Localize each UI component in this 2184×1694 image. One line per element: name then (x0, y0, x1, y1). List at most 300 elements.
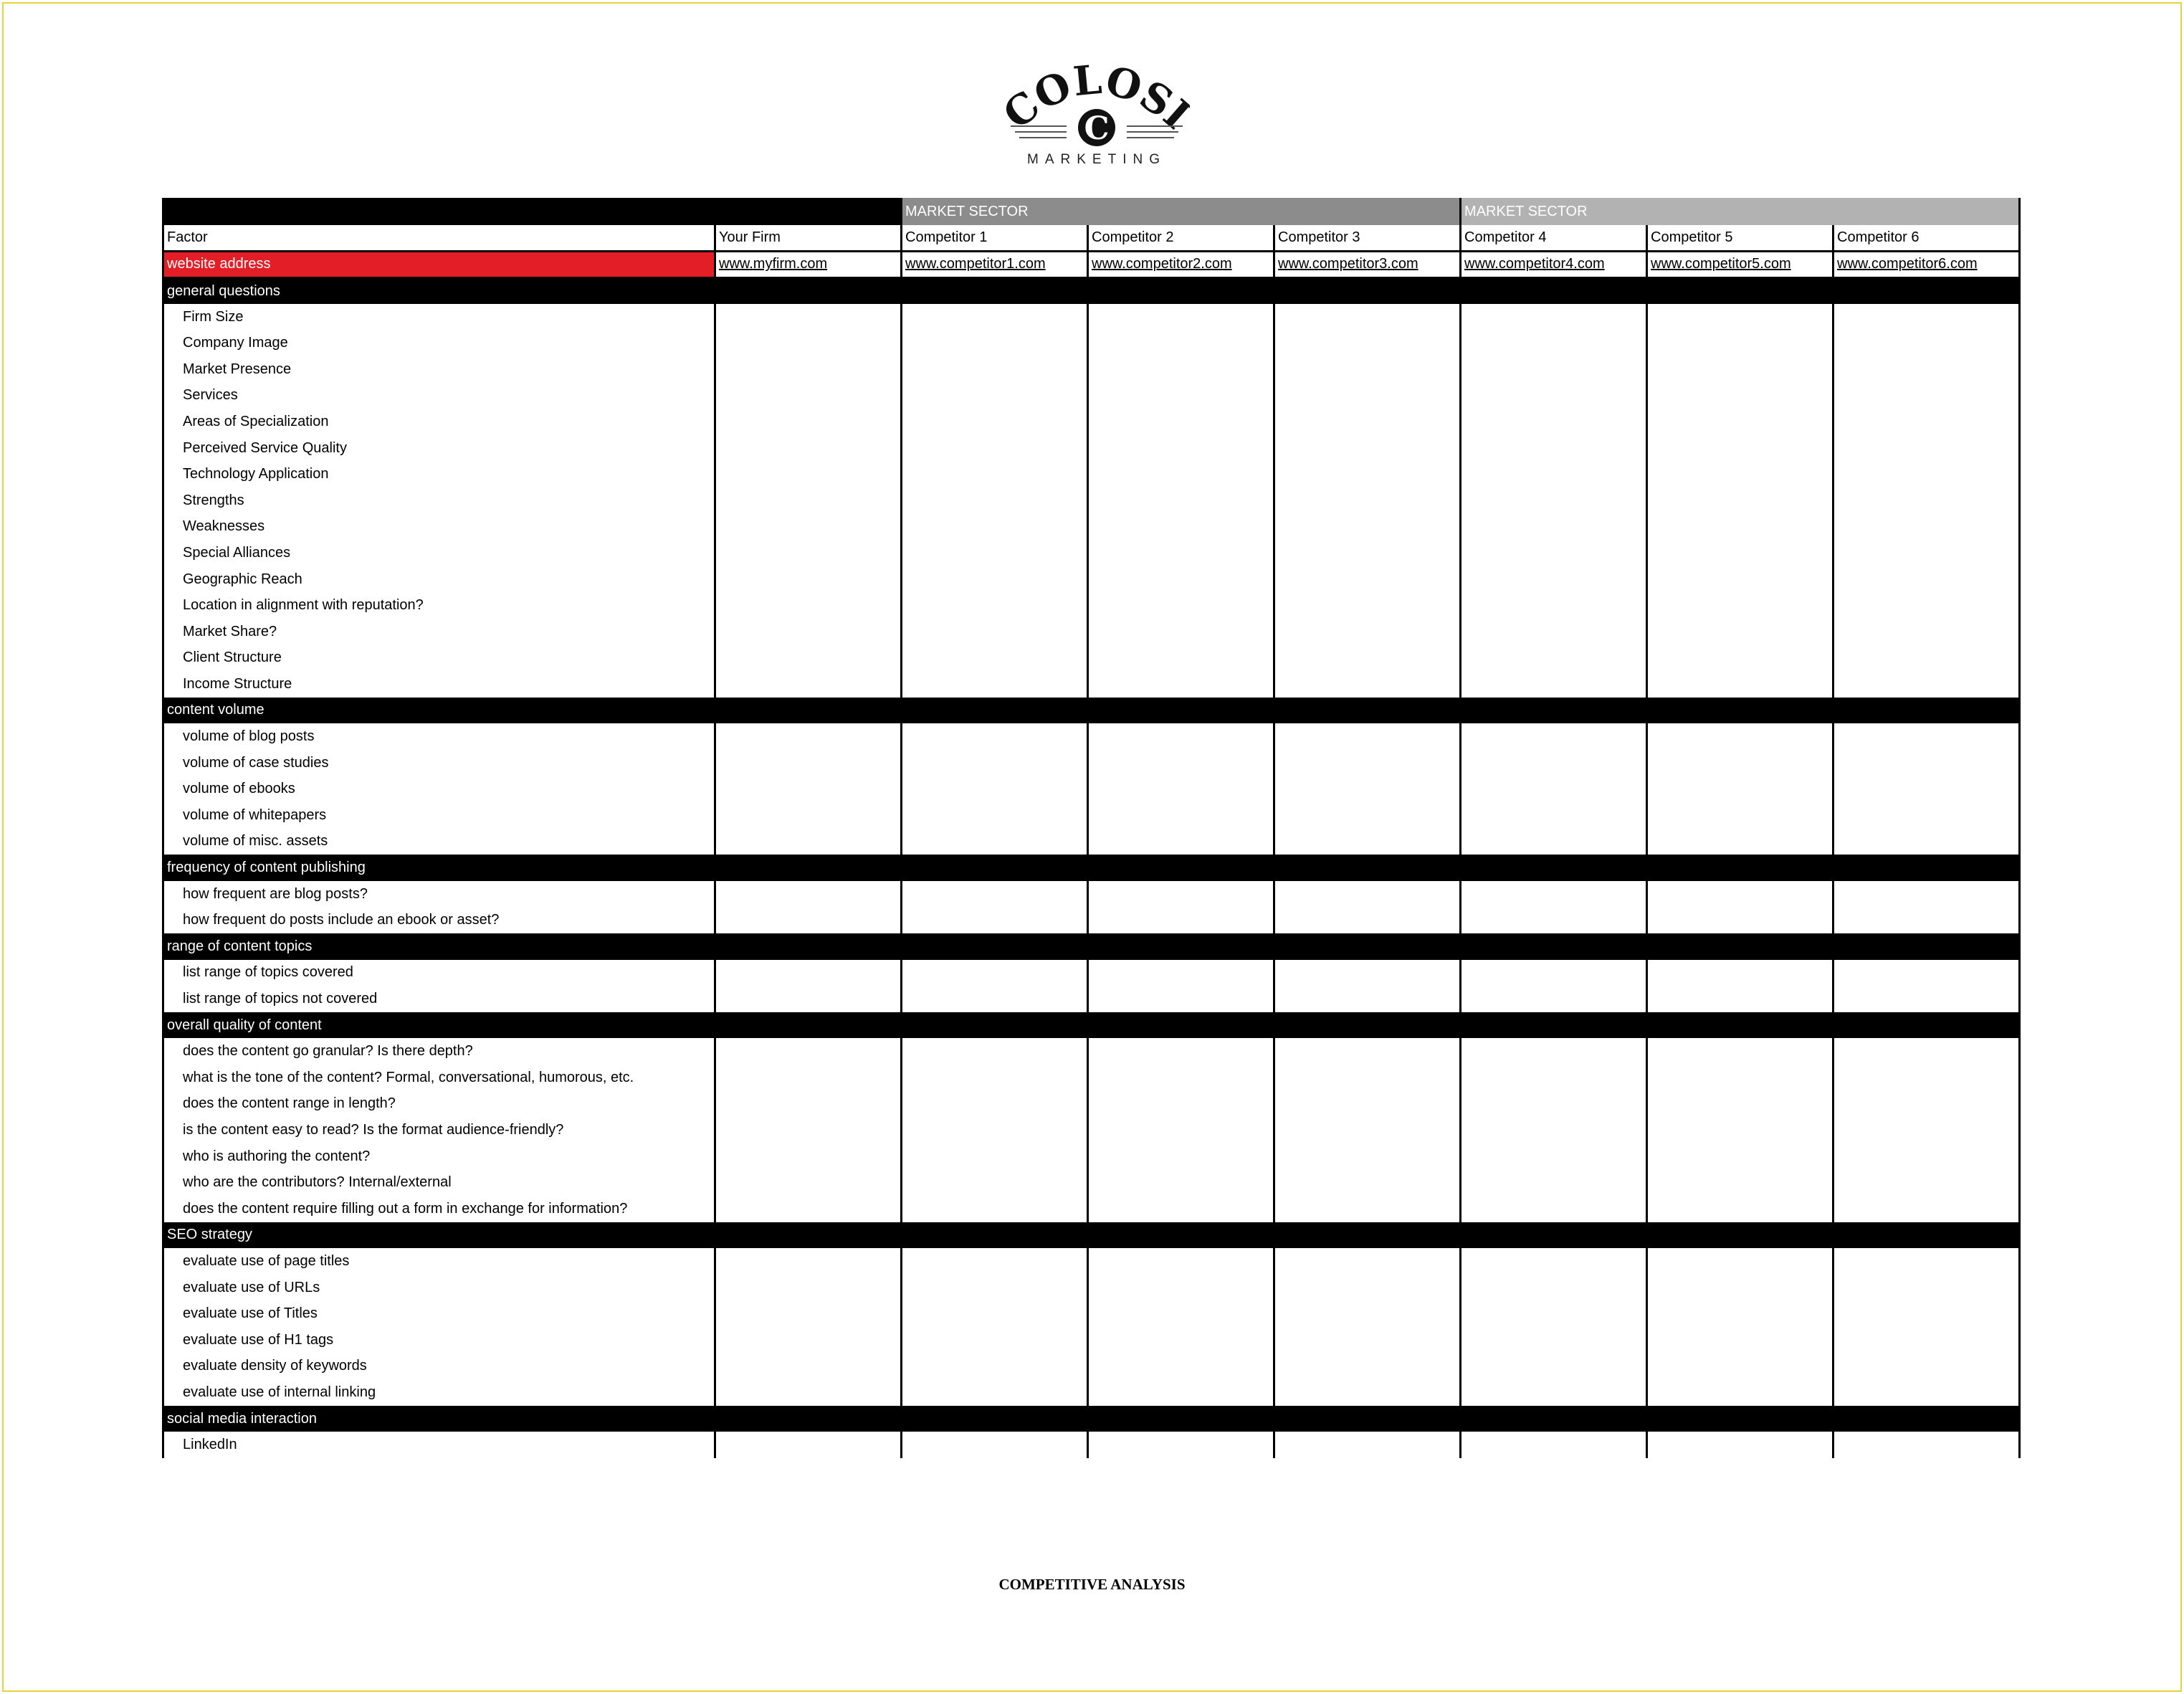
entry-cell[interactable] (1647, 802, 1833, 829)
entry-cell[interactable] (1088, 1300, 1274, 1327)
entry-cell[interactable] (1274, 540, 1461, 566)
entry-cell[interactable] (1833, 723, 2020, 750)
entry-cell[interactable] (1461, 619, 1647, 645)
entry-cell[interactable] (715, 540, 902, 566)
entry-cell[interactable] (1088, 1353, 1274, 1380)
entry-cell[interactable] (1088, 907, 1274, 933)
entry-cell[interactable] (1647, 881, 1833, 908)
entry-cell[interactable] (1088, 645, 1274, 672)
entry-cell[interactable] (715, 1169, 902, 1196)
website-link[interactable]: www.competitor4.com (1464, 256, 1605, 272)
entry-cell[interactable] (1088, 802, 1274, 829)
entry-cell[interactable] (902, 356, 1088, 383)
entry-cell[interactable] (1833, 592, 2020, 619)
entry-cell[interactable] (1833, 1169, 2020, 1196)
market-sector-label-1: MARKET SECTOR (902, 198, 1461, 225)
entry-cell[interactable] (1647, 1432, 1833, 1458)
entry-cell[interactable] (1088, 435, 1274, 462)
entry-cell[interactable] (1833, 1091, 2020, 1118)
entry-cell[interactable] (902, 383, 1088, 409)
entry-cell[interactable] (1833, 645, 2020, 672)
entry-cell[interactable] (715, 1091, 902, 1118)
entry-cell[interactable] (902, 829, 1088, 855)
entry-cell[interactable] (1088, 409, 1274, 435)
entry-cell[interactable] (1461, 750, 1647, 776)
entry-cell[interactable] (1647, 960, 1833, 986)
entry-cell[interactable] (1461, 1196, 1647, 1222)
entry-cell[interactable] (902, 1432, 1088, 1458)
entry-cell[interactable] (902, 1300, 1088, 1327)
entry-cell[interactable] (1833, 1275, 2020, 1301)
entry-cell[interactable] (1461, 723, 1647, 750)
entry-cell[interactable] (1274, 960, 1461, 986)
entry-cell[interactable] (715, 566, 902, 593)
entry-cell[interactable] (902, 304, 1088, 330)
entry-cell[interactable] (1461, 383, 1647, 409)
entry-cell[interactable] (1461, 776, 1647, 802)
section-bar-cell (1461, 933, 1647, 960)
entry-cell[interactable] (1461, 986, 1647, 1012)
entry-cell[interactable] (902, 330, 1088, 356)
factor-row (163, 487, 2020, 514)
website-link[interactable]: www.competitor6.com (1837, 256, 1978, 272)
entry-cell[interactable] (902, 960, 1088, 986)
entry-cell[interactable] (902, 540, 1088, 566)
entry-cell[interactable] (715, 514, 902, 541)
entry-cell[interactable] (1461, 1327, 1647, 1353)
entry-cell[interactable] (1461, 487, 1647, 514)
entry-cell[interactable] (1274, 1275, 1461, 1301)
entry-cell[interactable] (1274, 435, 1461, 462)
entry-cell[interactable] (1088, 566, 1274, 593)
entry-cell[interactable] (1088, 1248, 1274, 1275)
entry-cell[interactable] (715, 619, 902, 645)
entry-cell[interactable] (1274, 1169, 1461, 1196)
website-link[interactable]: www.competitor2.com (1092, 256, 1232, 272)
logo-mark (1003, 65, 1190, 151)
entry-cell[interactable] (1274, 750, 1461, 776)
entry-cell[interactable] (1647, 1353, 1833, 1380)
entry-cell[interactable] (1833, 1300, 2020, 1327)
entry-cell[interactable] (1833, 960, 2020, 986)
entry-cell[interactable] (1274, 776, 1461, 802)
entry-cell[interactable] (1461, 960, 1647, 986)
entry-cell[interactable] (1461, 1169, 1647, 1196)
entry-cell[interactable] (1088, 776, 1274, 802)
entry-cell[interactable] (715, 1275, 902, 1301)
section-header-row (163, 933, 2020, 960)
entry-cell[interactable] (1647, 356, 1833, 383)
entry-cell[interactable] (1088, 1143, 1274, 1170)
entry-cell[interactable] (1088, 1038, 1274, 1065)
entry-cell[interactable] (1274, 619, 1461, 645)
website-link[interactable]: www.myfirm.com (719, 256, 828, 272)
entry-cell[interactable] (715, 409, 902, 435)
entry-cell[interactable] (1833, 907, 2020, 933)
entry-cell[interactable] (1274, 829, 1461, 855)
entry-cell[interactable] (1274, 487, 1461, 514)
entry-cell[interactable] (1833, 409, 2020, 435)
entry-cell[interactable] (1833, 1248, 2020, 1275)
entry-cell[interactable] (1461, 461, 1647, 487)
entry-cell[interactable] (1088, 304, 1274, 330)
entry-cell[interactable] (1647, 1248, 1833, 1275)
entry-cell[interactable] (715, 1432, 902, 1458)
entry-cell[interactable] (1461, 1275, 1647, 1301)
entry-cell[interactable] (902, 1327, 1088, 1353)
entry-cell[interactable] (715, 671, 902, 698)
entry-cell[interactable] (715, 304, 902, 330)
entry-cell[interactable] (1647, 592, 1833, 619)
entry-cell[interactable] (1274, 671, 1461, 698)
entry-cell[interactable] (715, 776, 902, 802)
factor-row (163, 1379, 2020, 1406)
section-bar-cell (902, 1406, 1088, 1432)
entry-cell[interactable] (1088, 461, 1274, 487)
entry-cell[interactable] (1088, 1196, 1274, 1222)
entry-cell[interactable] (1833, 1143, 2020, 1170)
entry-cell[interactable] (1274, 986, 1461, 1012)
entry-cell[interactable] (1833, 1038, 2020, 1065)
entry-cell[interactable] (715, 461, 902, 487)
entry-cell[interactable] (1274, 1196, 1461, 1222)
entry-cell[interactable] (715, 487, 902, 514)
entry-cell[interactable] (902, 619, 1088, 645)
entry-cell[interactable] (902, 1196, 1088, 1222)
entry-cell[interactable] (1461, 409, 1647, 435)
entry-cell[interactable] (1647, 330, 1833, 356)
entry-cell[interactable] (1647, 566, 1833, 593)
entry-cell[interactable] (1461, 330, 1647, 356)
entry-cell[interactable] (902, 1379, 1088, 1406)
entry-cell[interactable] (715, 960, 902, 986)
entry-cell[interactable] (902, 592, 1088, 619)
entry-cell[interactable] (1647, 671, 1833, 698)
entry-cell[interactable] (1833, 1065, 2020, 1091)
entry-cell[interactable] (1833, 487, 2020, 514)
entry-cell[interactable] (1274, 1327, 1461, 1353)
entry-cell[interactable] (1461, 1300, 1647, 1327)
entry-cell[interactable] (1461, 514, 1647, 541)
column-header: Factor (163, 225, 715, 252)
entry-cell[interactable] (715, 1065, 902, 1091)
entry-cell[interactable] (715, 723, 902, 750)
entry-cell[interactable] (715, 907, 902, 933)
entry-cell[interactable] (902, 671, 1088, 698)
entry-cell[interactable] (1088, 1091, 1274, 1118)
entry-cell[interactable] (1647, 409, 1833, 435)
entry-cell[interactable] (1088, 671, 1274, 698)
section-bar-cell (1461, 855, 1647, 881)
entry-cell[interactable] (902, 776, 1088, 802)
factor-label: Areas of Specialization (163, 409, 715, 435)
entry-cell[interactable] (1088, 619, 1274, 645)
entry-cell[interactable] (715, 383, 902, 409)
entry-cell[interactable] (902, 907, 1088, 933)
entry-cell[interactable] (1647, 461, 1833, 487)
section-bar-cell (902, 277, 1088, 304)
entry-cell[interactable] (902, 881, 1088, 908)
entry-cell[interactable] (902, 487, 1088, 514)
entry-cell[interactable] (1647, 1169, 1833, 1196)
entry-cell[interactable] (1461, 1248, 1647, 1275)
entry-cell[interactable] (1274, 1432, 1461, 1458)
entry-cell[interactable] (1274, 1038, 1461, 1065)
entry-cell[interactable] (715, 1143, 902, 1170)
entry-cell[interactable] (1088, 1327, 1274, 1353)
entry-cell[interactable] (1647, 383, 1833, 409)
entry-cell[interactable] (1833, 986, 2020, 1012)
entry-cell[interactable] (1833, 829, 2020, 855)
entry-cell[interactable] (1461, 1065, 1647, 1091)
entry-cell[interactable] (715, 356, 902, 383)
market-sector-label-2: MARKET SECTOR (1461, 198, 2020, 225)
entry-cell[interactable] (1647, 1379, 1833, 1406)
entry-cell[interactable] (1647, 1117, 1833, 1143)
entry-cell[interactable] (1647, 487, 1833, 514)
entry-cell[interactable] (1647, 776, 1833, 802)
entry-cell[interactable] (1088, 383, 1274, 409)
entry-cell[interactable] (902, 1091, 1088, 1118)
entry-cell[interactable] (1088, 750, 1274, 776)
entry-cell[interactable] (1647, 1143, 1833, 1170)
entry-cell[interactable] (1647, 723, 1833, 750)
entry-cell[interactable] (1461, 1379, 1647, 1406)
entry-cell[interactable] (1833, 776, 2020, 802)
entry-cell[interactable] (1088, 592, 1274, 619)
entry-cell[interactable] (1647, 540, 1833, 566)
entry-cell[interactable] (1274, 645, 1461, 672)
entry-cell[interactable] (1461, 907, 1647, 933)
entry-cell[interactable] (1833, 304, 2020, 330)
entry-cell[interactable] (902, 1353, 1088, 1380)
entry-cell[interactable] (1647, 514, 1833, 541)
entry-cell[interactable] (1461, 671, 1647, 698)
entry-cell[interactable] (1461, 1432, 1647, 1458)
section-bar-cell (1274, 277, 1461, 304)
entry-cell[interactable] (1833, 330, 2020, 356)
entry-cell[interactable] (715, 802, 902, 829)
entry-cell[interactable] (715, 592, 902, 619)
entry-cell[interactable] (1833, 881, 2020, 908)
entry-cell[interactable] (715, 1248, 902, 1275)
entry-cell[interactable] (1647, 907, 1833, 933)
entry-cell[interactable] (1461, 1353, 1647, 1380)
entry-cell[interactable] (1274, 881, 1461, 908)
entry-cell[interactable] (715, 986, 902, 1012)
entry-cell[interactable] (1274, 1143, 1461, 1170)
entry-cell[interactable] (1274, 1300, 1461, 1327)
entry-cell[interactable] (902, 802, 1088, 829)
entry-cell[interactable] (902, 514, 1088, 541)
entry-cell[interactable] (902, 986, 1088, 1012)
entry-cell[interactable] (902, 1117, 1088, 1143)
entry-cell[interactable] (1274, 1091, 1461, 1118)
entry-cell[interactable] (1461, 592, 1647, 619)
entry-cell[interactable] (1088, 1117, 1274, 1143)
factor-row (163, 645, 2020, 672)
entry-cell[interactable] (715, 1353, 902, 1380)
entry-cell[interactable] (1088, 881, 1274, 908)
entry-cell[interactable] (1088, 960, 1274, 986)
entry-cell[interactable] (902, 1143, 1088, 1170)
entry-cell[interactable] (1833, 356, 2020, 383)
entry-cell[interactable] (1461, 829, 1647, 855)
entry-cell[interactable] (902, 1248, 1088, 1275)
entry-cell[interactable] (1088, 514, 1274, 541)
entry-cell[interactable] (1647, 304, 1833, 330)
factor-row (163, 1300, 2020, 1327)
entry-cell[interactable] (902, 461, 1088, 487)
section-bar-cell (1274, 855, 1461, 881)
entry-cell[interactable] (902, 435, 1088, 462)
entry-cell[interactable] (1647, 750, 1833, 776)
entry-cell[interactable] (1088, 356, 1274, 383)
entry-cell[interactable] (1461, 356, 1647, 383)
entry-cell[interactable] (1461, 1091, 1647, 1118)
entry-cell[interactable] (1274, 461, 1461, 487)
entry-cell[interactable] (902, 1275, 1088, 1301)
entry-cell[interactable] (1461, 435, 1647, 462)
entry-cell[interactable] (1274, 592, 1461, 619)
entry-cell[interactable] (902, 1169, 1088, 1196)
entry-cell[interactable] (1274, 566, 1461, 593)
entry-cell[interactable] (1088, 1379, 1274, 1406)
entry-cell[interactable] (1833, 540, 2020, 566)
entry-cell[interactable] (1274, 1117, 1461, 1143)
entry-cell[interactable] (1461, 881, 1647, 908)
entry-cell[interactable] (902, 723, 1088, 750)
entry-cell[interactable] (1274, 356, 1461, 383)
entry-cell[interactable] (715, 829, 902, 855)
entry-cell[interactable] (1088, 330, 1274, 356)
entry-cell[interactable] (1461, 540, 1647, 566)
entry-cell[interactable] (1274, 1248, 1461, 1275)
entry-cell[interactable] (1274, 409, 1461, 435)
entry-cell[interactable] (1088, 487, 1274, 514)
section-bar-cell (902, 855, 1088, 881)
factor-row (163, 592, 2020, 619)
entry-cell[interactable] (715, 1117, 902, 1143)
section-bar-cell (715, 277, 902, 304)
entry-cell[interactable] (715, 1327, 902, 1353)
entry-cell[interactable] (902, 409, 1088, 435)
entry-cell[interactable] (1274, 907, 1461, 933)
entry-cell[interactable] (1461, 566, 1647, 593)
entry-cell[interactable] (1274, 1379, 1461, 1406)
entry-cell[interactable] (1647, 1038, 1833, 1065)
entry-cell[interactable] (1833, 1379, 2020, 1406)
factor-row (163, 776, 2020, 802)
entry-cell[interactable] (1647, 829, 1833, 855)
entry-cell[interactable] (1833, 1432, 2020, 1458)
entry-cell[interactable] (1088, 1169, 1274, 1196)
entry-cell[interactable] (1274, 802, 1461, 829)
entry-cell[interactable] (1647, 619, 1833, 645)
entry-cell[interactable] (1833, 461, 2020, 487)
entry-cell[interactable] (715, 1379, 902, 1406)
entry-cell[interactable] (1833, 1196, 2020, 1222)
factor-row (163, 1091, 2020, 1118)
section-bar-cell (1833, 1222, 2020, 1249)
entry-cell[interactable] (715, 1196, 902, 1222)
entry-cell[interactable] (1088, 723, 1274, 750)
entry-cell[interactable] (1833, 750, 2020, 776)
entry-cell[interactable] (1461, 1038, 1647, 1065)
entry-cell[interactable] (1274, 723, 1461, 750)
entry-cell[interactable] (1274, 304, 1461, 330)
entry-cell[interactable] (1274, 383, 1461, 409)
entry-cell[interactable] (1833, 566, 2020, 593)
entry-cell[interactable] (1274, 1065, 1461, 1091)
entry-cell[interactable] (1647, 1327, 1833, 1353)
entry-cell[interactable] (715, 1038, 902, 1065)
entry-cell[interactable] (1088, 1275, 1274, 1301)
entry-cell[interactable] (1461, 802, 1647, 829)
entry-cell[interactable] (1088, 829, 1274, 855)
entry-cell[interactable] (1461, 304, 1647, 330)
entry-cell[interactable] (902, 750, 1088, 776)
entry-cell[interactable] (1088, 540, 1274, 566)
entry-cell[interactable] (715, 645, 902, 672)
entry-cell[interactable] (1833, 619, 2020, 645)
entry-cell[interactable] (902, 1065, 1088, 1091)
entry-cell[interactable] (1833, 435, 2020, 462)
entry-cell[interactable] (715, 330, 902, 356)
entry-cell[interactable] (902, 645, 1088, 672)
entry-cell[interactable] (1833, 802, 2020, 829)
factor-row (163, 304, 2020, 330)
entry-cell[interactable] (1647, 645, 1833, 672)
entry-cell[interactable] (1647, 435, 1833, 462)
entry-cell[interactable] (1833, 1117, 2020, 1143)
website-link[interactable]: www.competitor3.com (1278, 256, 1418, 272)
entry-cell[interactable] (715, 1300, 902, 1327)
entry-cell[interactable] (1647, 1065, 1833, 1091)
entry-cell[interactable] (902, 1038, 1088, 1065)
entry-cell[interactable] (1833, 383, 2020, 409)
website-cell (902, 252, 1088, 278)
entry-cell[interactable] (1647, 1300, 1833, 1327)
entry-cell[interactable] (1461, 1143, 1647, 1170)
entry-cell[interactable] (1833, 514, 2020, 541)
entry-cell[interactable] (1833, 671, 2020, 698)
entry-cell[interactable] (1274, 330, 1461, 356)
entry-cell[interactable] (1274, 514, 1461, 541)
entry-cell[interactable] (715, 435, 902, 462)
entry-cell[interactable] (1088, 986, 1274, 1012)
entry-cell[interactable] (1274, 1353, 1461, 1380)
entry-cell[interactable] (715, 750, 902, 776)
website-link[interactable]: www.competitor5.com (1651, 256, 1791, 272)
entry-cell[interactable] (715, 881, 902, 908)
entry-cell[interactable] (1647, 986, 1833, 1012)
entry-cell[interactable] (1647, 1091, 1833, 1118)
factor-row (163, 1117, 2020, 1143)
competitive-analysis-table (162, 198, 2021, 1458)
entry-cell[interactable] (902, 566, 1088, 593)
entry-cell[interactable] (1647, 1275, 1833, 1301)
entry-cell[interactable] (1088, 1065, 1274, 1091)
entry-cell[interactable] (1088, 1432, 1274, 1458)
entry-cell[interactable] (1461, 1117, 1647, 1143)
entry-cell[interactable] (1647, 1196, 1833, 1222)
section-bar-cell (1647, 1012, 1833, 1039)
entry-cell[interactable] (1461, 645, 1647, 672)
website-link[interactable]: www.competitor1.com (905, 256, 1046, 272)
entry-cell[interactable] (1833, 1327, 2020, 1353)
entry-cell[interactable] (1833, 1353, 2020, 1380)
